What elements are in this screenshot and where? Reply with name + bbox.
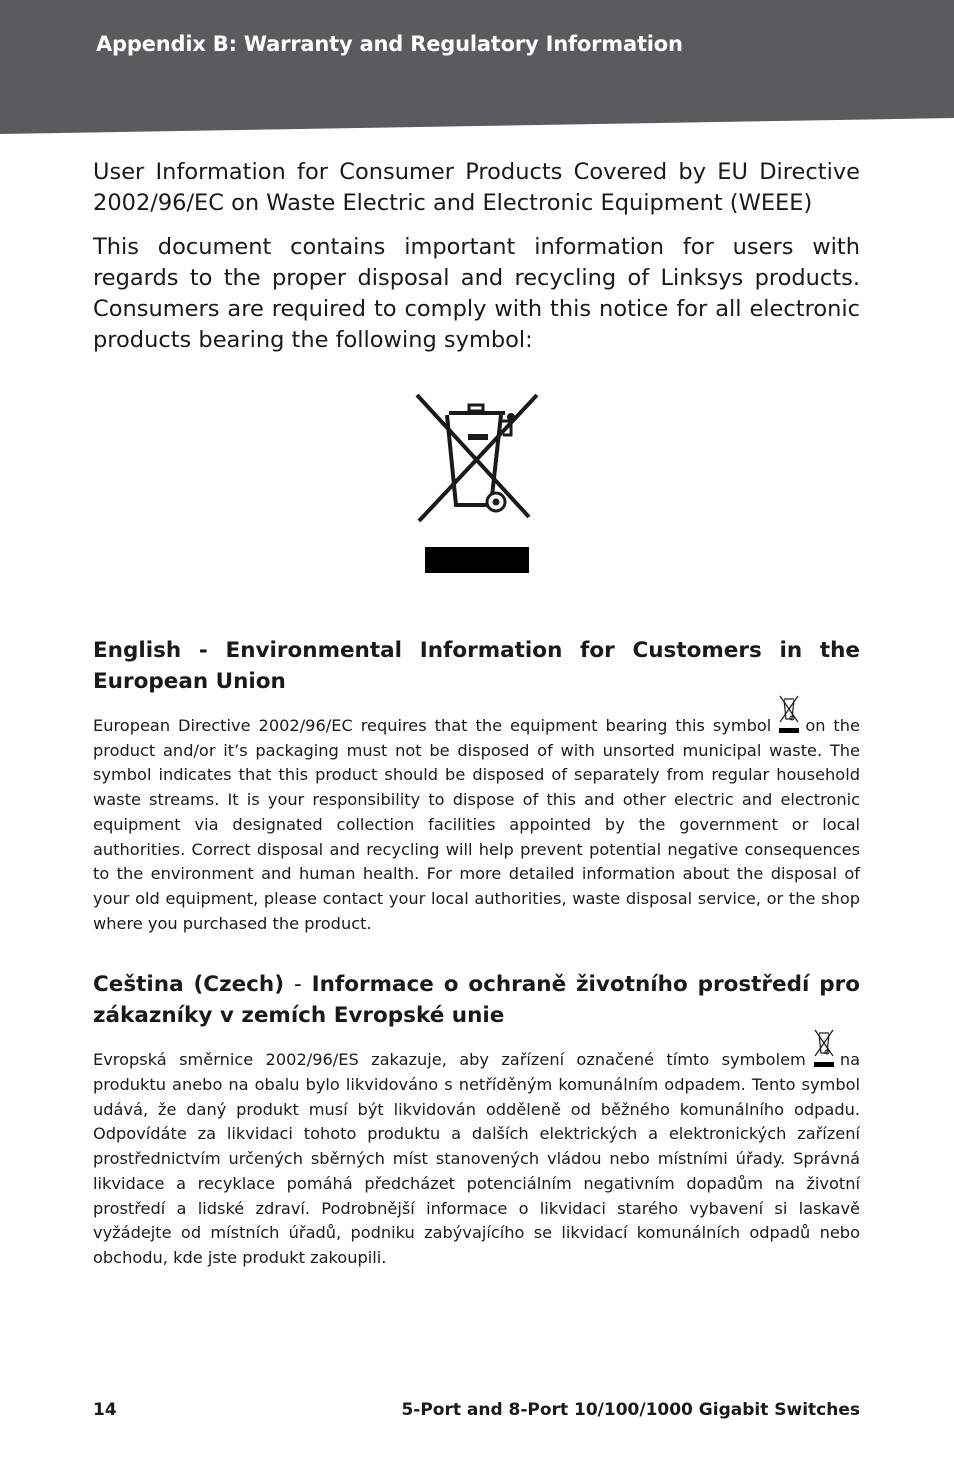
header-band bbox=[0, 0, 954, 134]
section-czech bbox=[93, 969, 860, 1270]
body-text-after-icon: on the product and/or it’s packaging must not be disposed of with unsorted municipal waste. The symbol indicates that this product should be disposed of separately from regular household waste streams. It is your responsibility to dispose of this and other electric and electronic equipment via designated collection facilities appointed by the government or local authorities. Correct disposal and recycling will help prevent potential negative consequences to the environment and human health. For more detailed information about the disposal of your old equipment, please contact your local authorities, waste disposal service, or the shop where you purchased the product. bbox=[93, 716, 860, 933]
section-title-language: Ceština (Czech) bbox=[93, 972, 285, 998]
page-header-title: Appendix B: Warranty and Regulatory Information bbox=[96, 32, 683, 56]
weee-symbol-figure bbox=[93, 388, 860, 620]
footer-product-name: 5-Port and 8-Port 10/100/1000 Gigabit Switches bbox=[401, 1400, 860, 1420]
header-background bbox=[0, 0, 954, 134]
section-body-czech bbox=[93, 1047, 860, 1270]
section-title-rest: Informace o ochraně životního prostředí pro zákazníky v zemích Evropské unie bbox=[93, 972, 860, 1029]
weee-bin-inline-icon bbox=[812, 1029, 836, 1071]
intro-body: This document contains important information for users with regards to the proper disposal and recycling of Linksys products. Consumers are required to comply with this notice for all electronic products bearing the following symbol: bbox=[93, 234, 860, 353]
section-title-czech bbox=[93, 969, 860, 1031]
body-text-before-icon: Evropská směrnice 2002/96/ES zakazuje, aby zařízení označené tímto symbolem bbox=[93, 1050, 806, 1070]
weee-bin-inline-icon bbox=[777, 695, 801, 737]
body-text-after-icon: na produktu anebo na obalu bylo likvidováno s netříděným komunálním odpadem. Tento symbol udává, že daný produkt musí být likvidován odděleně od běžného komunálního odpadu. Odpovídáte za likvidaci tohoto produktu a dalších elektrických a elektronických zařízení prostřednictvím určených sběrných míst stanovených vládou nebo místními úřady. Správná likvidace a recyklace pomáhá předcházet potenciálním negativním dopadům na životní prostředí a lidské zdraví. Podrobnější informace o likvidaci starého vybavení si laskavě vyžádejte od místních úřadů, podniku zabývajícího se likvidací komunálních odpadů nebo obchodu, kde jste produkt zakoupili. bbox=[93, 1050, 860, 1267]
crossed-out-wheelie-bin-icon bbox=[411, 393, 543, 578]
intro-title: User Information for Consumer Products Covered by EU Directive 2002/96/EC on Waste Electric and Electronic Equipment (WEEE) bbox=[93, 159, 860, 216]
section-title-english: English - Environmental Information for Customers in the European Union bbox=[93, 638, 860, 694]
section-title-separator: - bbox=[293, 972, 302, 998]
page-content bbox=[93, 157, 860, 1271]
section-body-english bbox=[93, 713, 860, 936]
section-english bbox=[93, 635, 860, 936]
page-number: 14 bbox=[93, 1400, 117, 1420]
body-text-before-icon: European Directive 2002/96/EC requires that the equipment bearing this symbol bbox=[93, 716, 772, 735]
